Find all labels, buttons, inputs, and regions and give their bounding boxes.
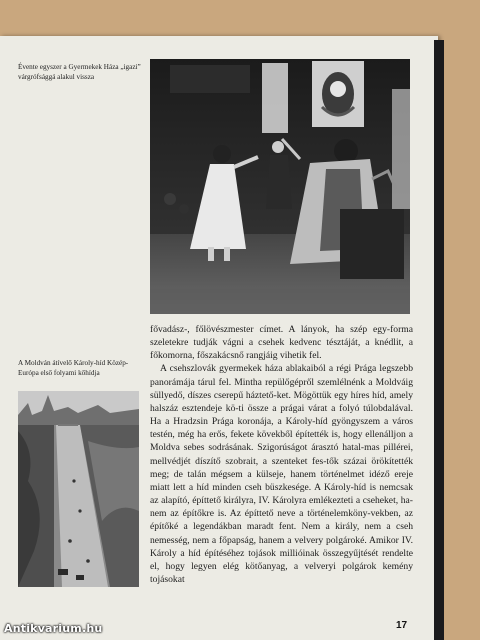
photo-caption-top: Évente egyszer a Gyermekek Háza „igazi” várgrófsággá alakul vissza [18,63,141,81]
page-number: 17 [396,620,408,631]
book-spine [434,40,444,640]
photo-caption-bridge: A Moldván átívelő Károly-híd Közép-Európa első folyami kőhídja [18,359,129,377]
paragraph-2: A csehszlovák gyermekek háza ablakaiból a régi Prága legszebb panorámája tárul fel. Mintha repülőgépről szemlélnénk a Moldváig süllyedő, díszes cserepű háztető-ket. Mögöttük egy híres híd, amely halszáz esztendeje kö-ti össze a prágai várat a folyó túlobdalával. Ha a Hradzsin Prága koronája, a Károly-híd gyöngyszem a város testén, még ha erős, fekete kövekből építették is, hogy ellenálljon a Moldva sebes sodrásának. Szigorúságot árasztó hatal-mas pillérei, mellvédjét díszítő szobrait, a szenteket fes-tők százai örökítették meg; de talán mégsem a külseje, hanem történelmet idéző ereje miatt lett a híd minden cseh büszkesége. A Károly-híd is nemcsak az alapító, építtető királyra, IV. Károlyra emlékezteti a cseheket, ha-nem az építőkre is. Az építtető neve a történelemköny-vekben, az építőké a legendákban maradt fent. Nem a király, nem a cseh nemesség, nem a főpapság, hanem a velvery polgároké. Amikor IV. Károly a híd építéséhez tojások millióinak összegyűjtését rendelte el, hogy legyen elég kötőanyag, a velveryi polgárok kemény tojásokat [150,363,413,585]
paragraph-1: fővadász-, főlövészmester címet. A lányok, ha szép egy-forma szeletekre tudják vágni a csehek kedvenc tésztáját, a knédlit, a főkomorna, főszakácsnő rangjáig vihetik fel. [150,324,413,362]
bridge-photo-art [18,391,139,587]
charles-bridge-photo [18,391,139,587]
watermark: Antikvarium.hu [4,622,103,635]
performance-photo-art [150,59,410,314]
article-body [150,323,413,586]
children-performance-photo [150,59,410,314]
